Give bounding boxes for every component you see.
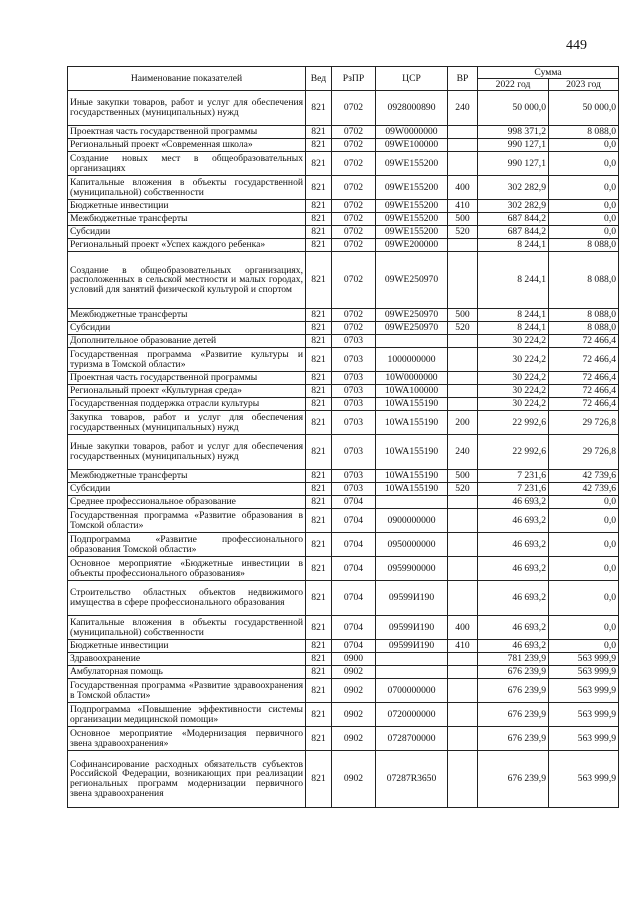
row-rzpr: 0702: [332, 176, 376, 200]
row-rzpr: 0703: [332, 348, 376, 372]
row-sum-2022: 302 282,9: [478, 200, 549, 213]
row-vr: 410: [448, 640, 478, 653]
table-row: [68, 91, 619, 126]
table-row: [68, 372, 619, 385]
row-csr: 0700000000: [376, 679, 448, 703]
row-vr: [448, 252, 478, 309]
row-sum-2023: 0,0: [549, 509, 619, 533]
row-name: Государственная программа «Развитие культуры и туризма в Томской области»: [68, 348, 306, 372]
row-vr: [448, 679, 478, 703]
row-rzpr: 0902: [332, 666, 376, 679]
row-sum-2023: 0,0: [549, 200, 619, 213]
row-name: Проектная часть государственной программы: [68, 126, 306, 139]
row-sum-2022: 50 000,0: [478, 91, 549, 126]
row-sum-2022: 990 127,1: [478, 139, 549, 152]
row-sum-2022: 46 693,2: [478, 557, 549, 581]
table-row: [68, 496, 619, 509]
row-sum-2023: 563 999,9: [549, 751, 619, 808]
table-row: [68, 483, 619, 496]
row-csr: 09WE250970: [376, 252, 448, 309]
row-vr: [448, 666, 478, 679]
row-name: Строительство областных объектов недвижимого имущества в сфере профессионального образования: [68, 581, 306, 616]
row-csr: 09WE155200: [376, 200, 448, 213]
row-sum-2022: 30 224,2: [478, 348, 549, 372]
row-sum-2022: 22 992,6: [478, 435, 549, 470]
row-sum-2023: 0,0: [549, 496, 619, 509]
row-rzpr: 0702: [332, 239, 376, 252]
row-name: Подпрограмма «Повышение эффективности системы организации медицинской помощи»: [68, 703, 306, 727]
row-sum-2022: 8 244,1: [478, 322, 549, 335]
row-csr: 09WE155200: [376, 176, 448, 200]
row-sum-2022: 22 992,6: [478, 411, 549, 435]
row-ved: 821: [306, 679, 332, 703]
row-ved: 821: [306, 91, 332, 126]
table-row: [68, 666, 619, 679]
row-sum-2023: 29 726,8: [549, 435, 619, 470]
row-sum-2022: 676 239,9: [478, 679, 549, 703]
row-sum-2022: 676 239,9: [478, 666, 549, 679]
row-vr: [448, 335, 478, 348]
table-row: [68, 509, 619, 533]
row-csr: [376, 335, 448, 348]
row-name: Региональный проект «Культурная среда»: [68, 385, 306, 398]
row-rzpr: 0703: [332, 335, 376, 348]
row-vr: [448, 372, 478, 385]
row-sum-2022: 8 244,1: [478, 239, 549, 252]
row-sum-2023: 8 088,0: [549, 322, 619, 335]
row-csr: 10WA155190: [376, 470, 448, 483]
row-name: Создание в общеобразовательных организациях, расположенных в сельской местности и малых городах, условий для занятий физической культурой и спортом: [68, 252, 306, 309]
row-vr: [448, 557, 478, 581]
row-ved: 821: [306, 309, 332, 322]
row-vr: [448, 126, 478, 139]
row-vr: [448, 653, 478, 666]
row-vr: 240: [448, 91, 478, 126]
row-csr: 09599И190: [376, 640, 448, 653]
row-csr: 0728700000: [376, 727, 448, 751]
header-year-2022: 2022 год: [478, 79, 549, 91]
row-sum-2023: 0,0: [549, 533, 619, 557]
row-name: Основное мероприятие «Бюджетные инвестиции в объекты профессионального образования»: [68, 557, 306, 581]
page-number: 449: [566, 38, 587, 53]
row-ved: 821: [306, 435, 332, 470]
row-sum-2022: 676 239,9: [478, 727, 549, 751]
row-sum-2023: 8 088,0: [549, 252, 619, 309]
row-sum-2023: 0,0: [549, 176, 619, 200]
row-name: Подпрограмма «Развитие профессионального образования Томской области»: [68, 533, 306, 557]
row-rzpr: 0704: [332, 509, 376, 533]
row-name: Межбюджетные трансферты: [68, 470, 306, 483]
row-rzpr: 0902: [332, 727, 376, 751]
row-csr: 0928000890: [376, 91, 448, 126]
row-rzpr: 0702: [332, 322, 376, 335]
row-rzpr: 0702: [332, 91, 376, 126]
table-row: [68, 653, 619, 666]
row-ved: 821: [306, 385, 332, 398]
row-csr: [376, 653, 448, 666]
row-sum-2022: 676 239,9: [478, 751, 549, 808]
row-rzpr: 0703: [332, 385, 376, 398]
table-row: [68, 176, 619, 200]
row-vr: [448, 348, 478, 372]
row-rzpr: 0703: [332, 398, 376, 411]
header-csr: ЦСР: [376, 67, 448, 91]
row-rzpr: 0704: [332, 496, 376, 509]
row-vr: [448, 581, 478, 616]
row-sum-2023: 72 466,4: [549, 398, 619, 411]
row-sum-2023: 72 466,4: [549, 372, 619, 385]
header-sum: Сумма: [478, 67, 619, 79]
row-vr: 410: [448, 200, 478, 213]
row-sum-2022: 30 224,2: [478, 335, 549, 348]
row-ved: 821: [306, 703, 332, 727]
row-csr: 09WE250970: [376, 322, 448, 335]
row-name: Межбюджетные трансферты: [68, 309, 306, 322]
row-rzpr: 0702: [332, 252, 376, 309]
row-name: Капитальные вложения в объекты государственной (муниципальной) собственности: [68, 176, 306, 200]
row-name: Государственная программа «Развитие образования в Томской области»: [68, 509, 306, 533]
table-row: [68, 152, 619, 176]
row-sum-2023: 563 999,9: [549, 666, 619, 679]
row-sum-2023: 8 088,0: [549, 239, 619, 252]
row-ved: 821: [306, 239, 332, 252]
row-sum-2023: 0,0: [549, 557, 619, 581]
row-csr: 1000000000: [376, 348, 448, 372]
row-csr: 10WA155190: [376, 435, 448, 470]
row-name: Бюджетные инвестиции: [68, 640, 306, 653]
table-row: [68, 139, 619, 152]
table-row: [68, 309, 619, 322]
row-name: Бюджетные инвестиции: [68, 200, 306, 213]
row-sum-2023: 72 466,4: [549, 385, 619, 398]
row-vr: 500: [448, 309, 478, 322]
row-ved: 821: [306, 509, 332, 533]
row-csr: 09WE155200: [376, 213, 448, 226]
row-ved: 821: [306, 176, 332, 200]
row-vr: [448, 703, 478, 727]
row-csr: 07287R3650: [376, 751, 448, 808]
row-vr: [448, 533, 478, 557]
row-csr: 09WE200000: [376, 239, 448, 252]
row-vr: [448, 139, 478, 152]
row-name: Иные закупки товаров, работ и услуг для обеспечения государственных (муниципальных) нужд: [68, 435, 306, 470]
table-row: [68, 239, 619, 252]
row-ved: 821: [306, 496, 332, 509]
row-vr: [448, 152, 478, 176]
row-name: Государственная поддержка отрасли культуры: [68, 398, 306, 411]
row-rzpr: 0902: [332, 679, 376, 703]
row-ved: 821: [306, 126, 332, 139]
row-name: Региональный проект «Современная школа»: [68, 139, 306, 152]
row-rzpr: 0704: [332, 533, 376, 557]
row-vr: 500: [448, 213, 478, 226]
row-csr: 09WE155200: [376, 152, 448, 176]
row-ved: 821: [306, 411, 332, 435]
row-sum-2023: 8 088,0: [549, 126, 619, 139]
row-sum-2022: 30 224,2: [478, 372, 549, 385]
row-name: Капитальные вложения в объекты государственной (муниципальной) собственности: [68, 616, 306, 640]
row-sum-2022: 8 244,1: [478, 252, 549, 309]
row-sum-2023: 563 999,9: [549, 653, 619, 666]
row-ved: 821: [306, 483, 332, 496]
row-ved: 821: [306, 666, 332, 679]
header-vr: ВР: [448, 67, 478, 91]
table-row: [68, 470, 619, 483]
row-rzpr: 0704: [332, 557, 376, 581]
row-rzpr: 0704: [332, 640, 376, 653]
row-ved: 821: [306, 200, 332, 213]
row-ved: 821: [306, 640, 332, 653]
row-sum-2023: 72 466,4: [549, 348, 619, 372]
row-name: Амбулаторная помощь: [68, 666, 306, 679]
row-ved: 821: [306, 152, 332, 176]
row-rzpr: 0703: [332, 470, 376, 483]
row-sum-2022: 46 693,2: [478, 581, 549, 616]
row-sum-2022: 676 239,9: [478, 703, 549, 727]
table-row: [68, 703, 619, 727]
table-row: [68, 435, 619, 470]
row-sum-2022: 7 231,6: [478, 483, 549, 496]
row-sum-2022: 998 371,2: [478, 126, 549, 139]
row-vr: 200: [448, 411, 478, 435]
row-vr: [448, 385, 478, 398]
table-row: [68, 679, 619, 703]
table-row: [68, 411, 619, 435]
table-row: [68, 751, 619, 808]
row-rzpr: 0702: [332, 126, 376, 139]
row-sum-2023: 563 999,9: [549, 703, 619, 727]
row-ved: 821: [306, 322, 332, 335]
row-sum-2022: 30 224,2: [478, 398, 549, 411]
row-vr: [448, 496, 478, 509]
row-ved: 821: [306, 348, 332, 372]
row-sum-2023: 0,0: [549, 640, 619, 653]
row-vr: 240: [448, 435, 478, 470]
row-name: Здравоохранение: [68, 653, 306, 666]
row-csr: 0950000000: [376, 533, 448, 557]
table-row: [68, 557, 619, 581]
row-sum-2023: 563 999,9: [549, 679, 619, 703]
row-name: Закупка товаров, работ и услуг для обеспечения государственных (муниципальных) нужд: [68, 411, 306, 435]
header-rzpr: РзПР: [332, 67, 376, 91]
table-body: [68, 91, 619, 808]
row-sum-2022: 7 231,6: [478, 470, 549, 483]
row-rzpr: 0902: [332, 703, 376, 727]
row-csr: 0959900000: [376, 557, 448, 581]
row-vr: 520: [448, 226, 478, 239]
row-name: Создание новых мест в общеобразовательных организациях: [68, 152, 306, 176]
row-csr: [376, 666, 448, 679]
row-sum-2022: 302 282,9: [478, 176, 549, 200]
row-name: Проектная часть государственной программы: [68, 372, 306, 385]
row-ved: 821: [306, 372, 332, 385]
row-ved: 821: [306, 616, 332, 640]
row-sum-2023: 0,0: [549, 139, 619, 152]
row-name: Межбюджетные трансферты: [68, 213, 306, 226]
row-vr: 500: [448, 470, 478, 483]
row-sum-2023: 0,0: [549, 152, 619, 176]
row-rzpr: 0702: [332, 139, 376, 152]
row-vr: [448, 398, 478, 411]
table-row: [68, 533, 619, 557]
row-name: Региональный проект «Успех каждого ребенка»: [68, 239, 306, 252]
row-vr: 520: [448, 322, 478, 335]
row-csr: 10WA155190: [376, 411, 448, 435]
table-row: [68, 252, 619, 309]
row-sum-2022: 46 693,2: [478, 640, 549, 653]
row-sum-2022: 46 693,2: [478, 509, 549, 533]
row-csr: 09WE250970: [376, 309, 448, 322]
row-vr: 400: [448, 176, 478, 200]
row-sum-2022: 8 244,1: [478, 309, 549, 322]
table-row: [68, 398, 619, 411]
table-row: [68, 581, 619, 616]
row-sum-2022: 46 693,2: [478, 616, 549, 640]
row-name: Субсидии: [68, 226, 306, 239]
row-rzpr: 0704: [332, 616, 376, 640]
row-ved: 821: [306, 139, 332, 152]
header-year-2023: 2023 год: [549, 79, 619, 91]
row-ved: 821: [306, 581, 332, 616]
table-header: [68, 67, 619, 91]
row-rzpr: 0703: [332, 372, 376, 385]
header-name: Наименование показателей: [68, 67, 306, 91]
row-ved: 821: [306, 398, 332, 411]
row-name: Среднее профессиональное образование: [68, 496, 306, 509]
row-name: Государственная программа «Развитие здравоохранения в Томской области»: [68, 679, 306, 703]
table-row: [68, 126, 619, 139]
row-ved: 821: [306, 533, 332, 557]
row-rzpr: 0702: [332, 226, 376, 239]
row-vr: [448, 727, 478, 751]
row-csr: 10WA100000: [376, 385, 448, 398]
row-csr: 0900000000: [376, 509, 448, 533]
row-rzpr: 0702: [332, 152, 376, 176]
row-sum-2023: 0,0: [549, 226, 619, 239]
table-row: [68, 640, 619, 653]
row-sum-2022: 46 693,2: [478, 533, 549, 557]
table-row: [68, 335, 619, 348]
row-sum-2023: 42 739,6: [549, 483, 619, 496]
table-row: [68, 348, 619, 372]
header-ved: Вед: [306, 67, 332, 91]
table-row: [68, 226, 619, 239]
row-rzpr: 0703: [332, 435, 376, 470]
row-sum-2023: 29 726,8: [549, 411, 619, 435]
row-sum-2023: 0,0: [549, 616, 619, 640]
row-ved: 821: [306, 653, 332, 666]
row-name: Иные закупки товаров, работ и услуг для обеспечения государственных (муниципальных) нужд: [68, 91, 306, 126]
row-ved: 821: [306, 335, 332, 348]
row-sum-2023: 0,0: [549, 213, 619, 226]
row-sum-2023: 8 088,0: [549, 309, 619, 322]
row-rzpr: 0704: [332, 581, 376, 616]
table-row: [68, 727, 619, 751]
row-ved: 821: [306, 751, 332, 808]
row-rzpr: 0702: [332, 200, 376, 213]
row-csr: 09WE155200: [376, 226, 448, 239]
row-vr: [448, 509, 478, 533]
row-ved: 821: [306, 252, 332, 309]
row-sum-2022: 46 693,2: [478, 496, 549, 509]
table-row: [68, 616, 619, 640]
row-csr: 0720000000: [376, 703, 448, 727]
row-csr: 10W0000000: [376, 372, 448, 385]
row-name: Субсидии: [68, 483, 306, 496]
row-sum-2022: 687 844,2: [478, 213, 549, 226]
row-rzpr: 0703: [332, 411, 376, 435]
row-sum-2023: 0,0: [549, 581, 619, 616]
row-ved: 821: [306, 470, 332, 483]
row-rzpr: 0702: [332, 309, 376, 322]
row-csr: 10WA155190: [376, 398, 448, 411]
row-vr: 520: [448, 483, 478, 496]
row-name: Субсидии: [68, 322, 306, 335]
row-rzpr: 0702: [332, 213, 376, 226]
row-sum-2022: 990 127,1: [478, 152, 549, 176]
row-name: Софинансирование расходных обязательств субъектов Российской Федерации, возникающих при реализации региональных программ модернизации первичного звена здравоохранения: [68, 751, 306, 808]
row-vr: [448, 751, 478, 808]
row-sum-2023: 50 000,0: [549, 91, 619, 126]
row-ved: 821: [306, 213, 332, 226]
row-ved: 821: [306, 226, 332, 239]
row-vr: [448, 239, 478, 252]
row-csr: 09599И190: [376, 581, 448, 616]
row-sum-2022: 30 224,2: [478, 385, 549, 398]
row-ved: 821: [306, 557, 332, 581]
row-csr: 09WE100000: [376, 139, 448, 152]
row-sum-2022: 687 844,2: [478, 226, 549, 239]
table-row: [68, 213, 619, 226]
row-csr: 10WA155190: [376, 483, 448, 496]
row-rzpr: 0902: [332, 751, 376, 808]
row-ved: 821: [306, 727, 332, 751]
row-csr: 09W0000000: [376, 126, 448, 139]
row-sum-2022: 781 239,9: [478, 653, 549, 666]
table-row: [68, 385, 619, 398]
row-csr: [376, 496, 448, 509]
row-sum-2023: 563 999,9: [549, 727, 619, 751]
row-csr: 09599И190: [376, 616, 448, 640]
row-rzpr: 0703: [332, 483, 376, 496]
row-name: Основное мероприятие «Модернизация первичного звена здравоохранения»: [68, 727, 306, 751]
table-row: [68, 200, 619, 213]
table-row: [68, 322, 619, 335]
row-vr: 400: [448, 616, 478, 640]
row-sum-2023: 42 739,6: [549, 470, 619, 483]
row-sum-2023: 72 466,4: [549, 335, 619, 348]
row-name: Дополнительное образование детей: [68, 335, 306, 348]
budget-table: [67, 66, 619, 808]
row-rzpr: 0900: [332, 653, 376, 666]
